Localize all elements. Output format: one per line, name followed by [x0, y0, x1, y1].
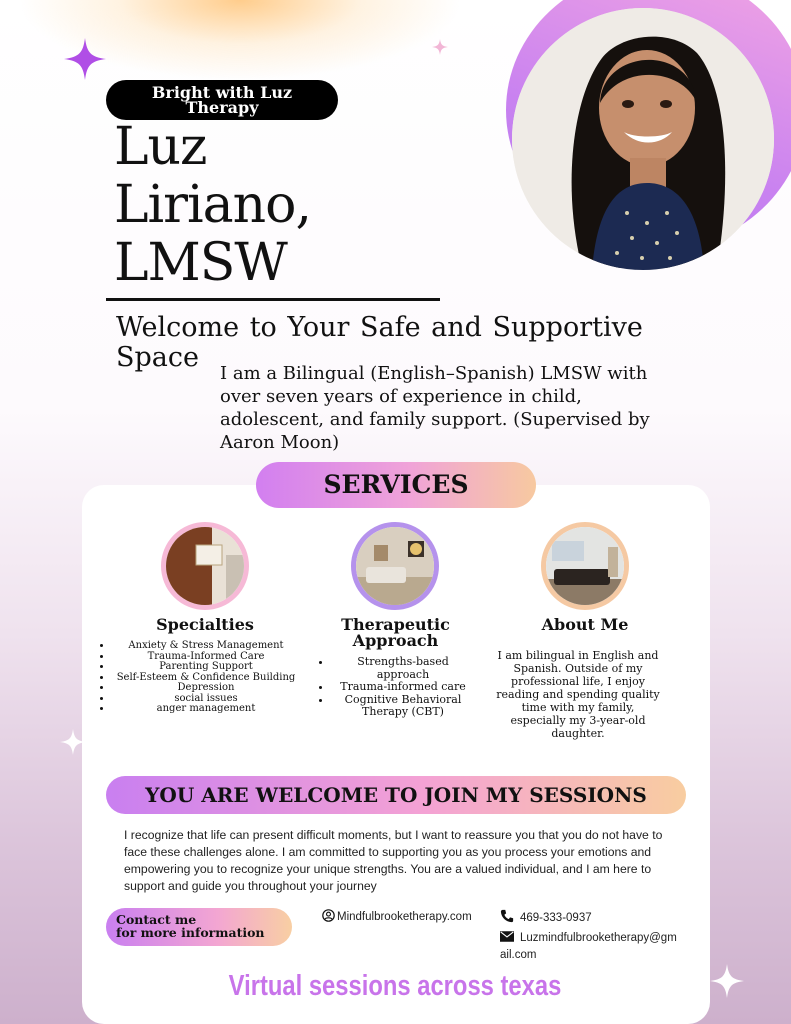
profile-photo [512, 8, 774, 270]
phone-text: 469-333-0937 [520, 912, 592, 924]
website-text: Mindfulbrooketherapy.com [337, 911, 472, 923]
name-line: LMSW [114, 233, 287, 293]
lounge-illustration [546, 527, 624, 605]
join-text: I recognize that life can present difficult moments, but I want to reassure you that you do not have to face these challenges alone. I am committed to supporting you as you process your emotions and empowering you to recognize your unique strengths. You are a valued individual, and I am here to support and guide you throughout your journey [124, 828, 663, 893]
sparkle-icon [432, 39, 448, 55]
welcome-heading: Welcome to Your Safe and Supportive Space [116, 312, 643, 373]
specialties-title: Specialties [156, 615, 254, 634]
list-item: • Self-Esteem & Confidence Building [112, 673, 300, 684]
join-heading: YOU ARE WELCOME TO JOIN MY SESSIONS [106, 776, 686, 814]
services-heading: SERVICES [256, 462, 536, 508]
list-item: • Parenting Support [112, 662, 300, 673]
brand-badge: Bright with Luz Therapy [106, 80, 338, 120]
living-room-illustration [356, 527, 434, 605]
approach-image [351, 522, 439, 610]
tagline: Virtual sessions across texas [228, 970, 562, 1002]
email-link[interactable] [500, 930, 682, 964]
envelope-icon [500, 931, 514, 942]
list-item: • social issues [112, 694, 300, 705]
approach-title: Therapeutic Approach [341, 615, 450, 650]
user-circle-icon [322, 909, 335, 922]
sparkle-icon [64, 38, 106, 80]
list-item: • Anxiety & Stress Management [112, 641, 300, 652]
list-item: • Trauma-Informed Care [112, 652, 300, 663]
page-title [114, 118, 434, 292]
list-item: • Trauma-informed care [332, 681, 474, 694]
about-text: I am bilingual in English and Spanish. Outside of my professional life, I enjoy reading and spending quality time with my family, especially my 3-year-old daughter. [496, 649, 660, 740]
name-line: Liriano, [114, 175, 311, 235]
phone-icon [500, 909, 514, 923]
list-item: • Cognitive Behavioral Therapy (CBT) [332, 694, 474, 719]
office-door-illustration [166, 527, 244, 605]
list-item: • Depression [112, 683, 300, 694]
intro-text: I am a Bilingual (English–Spanish) LMSW with over seven years of experience in child, adolescent, and family support. (Supervised by Aaron Moon) [220, 363, 650, 453]
portrait-illustration [512, 8, 774, 270]
specialties-list [112, 641, 300, 715]
contact-badge: Contact me for more information [106, 908, 292, 946]
about-image [541, 522, 629, 610]
name-line: Luz [114, 117, 207, 177]
divider [106, 298, 440, 301]
approach-list [332, 656, 474, 719]
sparkle-icon [710, 964, 744, 998]
website-link[interactable] [322, 909, 474, 926]
about-title: About Me [541, 615, 629, 634]
list-item: • anger management [112, 704, 300, 715]
phone-link[interactable] [500, 909, 680, 927]
list-item: • Strengths-based approach [332, 656, 474, 681]
specialties-image [161, 522, 249, 610]
email-text: Luzmindfulbrooketherapy@gmail.com [500, 932, 677, 961]
